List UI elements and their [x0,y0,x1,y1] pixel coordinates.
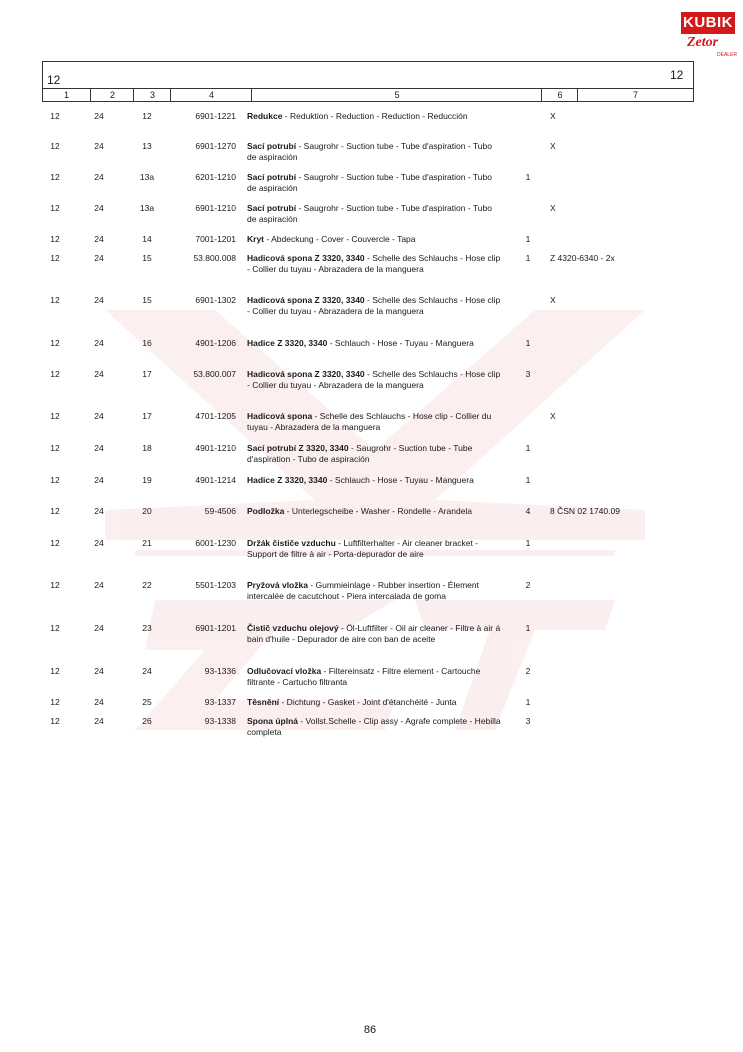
cell-note: X [550,203,556,213]
cell-col1: 12 [50,475,60,485]
cell-col3: 12 [142,111,152,121]
cell-name: Pryžová vložka [247,580,308,590]
cell-col1: 12 [50,253,60,263]
column-header-7: 7 [577,89,693,101]
cell-name: Odlučovací vložka [247,666,322,676]
cell-name: Sací potrubí Z 3320, 3340 [247,443,349,453]
cell-quantity: 1 [525,253,531,263]
cell-translations: - Luftfilterhalter - Air cleaner bracket - Support de filtre à air - Porta-depurador de aire [247,538,479,559]
section-number-left: 12 [47,73,61,87]
cell-part-number: 6901-1201 [195,623,236,633]
cell-quantity: 1 [525,538,531,548]
cell-col1: 12 [50,506,60,516]
cell-name: Sací potrubí [247,141,297,151]
column-header-2: 2 [90,89,134,101]
cell-col3: 13a [139,172,155,182]
cell-col2: 24 [94,697,104,707]
cell-description [247,443,502,465]
cell-col3: 18 [142,443,152,453]
cell-part-number: 4701-1205 [195,411,236,421]
cell-col3: 26 [142,716,152,726]
cell-quantity: 2 [525,580,531,590]
cell-translations: - Saugrohr - Suction tube - Tube d'aspiration - Tubo de aspiración [247,141,492,162]
cell-translations: - Saugrohr - Suction tube - Tube d'aspiration - Tubo de aspiración [247,443,473,464]
cell-translations: - Reduktion - Reduction - Reduction - Reducción [282,111,468,121]
column-header-4: 4 [170,89,252,101]
cell-col2: 24 [94,369,104,379]
cell-translations: - Öl-Luftfilter - Oil air cleaner - Filtre à air á bain d'huile - Depurador de aire con ban de aceite [247,623,501,644]
cell-translations: - Schlauch - Hose - Tuyau - Manguera [327,475,474,485]
cell-description [247,475,502,486]
column-header-5: 5 [251,89,542,101]
cell-description [247,253,502,275]
cell-part-number: 93-1336 [204,666,236,676]
cell-col2: 24 [94,623,104,633]
cell-col1: 12 [50,666,60,676]
cell-name: Spona úplná [247,716,298,726]
cell-description [247,172,502,194]
cell-translations: - Filtereinsatz - Filtre element - Cartouche filtrante - Cartucho filtranta [247,666,481,687]
cell-part-number: 93-1338 [204,716,236,726]
cell-col2: 24 [94,338,104,348]
cell-col2: 24 [94,506,104,516]
cell-col1: 12 [50,443,60,453]
cell-name: Hadice Z 3320, 3340 [247,338,328,348]
cell-quantity: 1 [525,443,531,453]
cell-translations: - Vollst.Schelle - Clip assy - Agrafe complete - Hebilla completa [247,716,501,737]
cell-translations: - Schlauch - Hose - Tuyau - Manguera [327,338,474,348]
cell-part-number: 6201-1210 [195,172,236,182]
cell-description [247,538,502,560]
kubik-zetor-logo [681,12,737,58]
cell-col2: 24 [94,111,104,121]
cell-col1: 12 [50,580,60,590]
cell-part-number: 4901-1210 [195,443,236,453]
cell-description [247,623,502,645]
cell-col2: 24 [94,443,104,453]
cell-description [247,666,502,688]
logo-dealer: DEALER [717,52,738,58]
cell-col2: 24 [94,253,104,263]
cell-quantity: 3 [525,716,531,726]
cell-col1: 12 [50,716,60,726]
cell-quantity: 1 [525,338,531,348]
cell-translations: - Schelle des Schlauchs - Hose clip - Collier du tuyau - Abrazadera de la manguera [247,295,501,316]
cell-col3: 13 [142,141,152,151]
cell-col1: 12 [50,338,60,348]
cell-description [247,697,502,708]
cell-col3: 24 [142,666,152,676]
cell-translations: - Unterlegscheibe - Washer - Rondelle - Arandela [284,506,473,516]
cell-description [247,111,502,122]
cell-description [247,411,502,433]
cell-part-number: 6901-1270 [195,141,236,151]
cell-col2: 24 [94,580,104,590]
cell-description [247,234,502,245]
cell-col3: 20 [142,506,152,516]
cell-name: Sací potrubí [247,172,297,182]
cell-part-number: 53.800.008 [193,253,236,263]
cell-name: Kryt [247,234,265,244]
cell-col3: 13a [139,203,155,213]
cell-col2: 24 [94,538,104,548]
cell-col3: 17 [142,369,152,379]
cell-translations: - Schelle des Schlauchs - Hose clip - Collier du tuyau - Abrazadera de la manguera [247,253,501,274]
cell-name: Hadicová spona Z 3320, 3340 [247,369,365,379]
cell-description [247,203,502,225]
cell-col1: 12 [50,203,60,213]
cell-col2: 24 [94,716,104,726]
section-frame [42,61,694,88]
cell-quantity: 1 [525,234,531,244]
logo-sub: Zetor [687,35,719,50]
cell-quantity: 1 [525,475,531,485]
section-number-right: 12 [670,68,684,82]
cell-description [247,506,502,517]
cell-translations: - Gummieinlage - Rubber insertion - Élement intercalée de cacutchout - Piera intercalada de goma [247,580,479,601]
cell-col2: 24 [94,666,104,676]
cell-description [247,369,502,391]
cell-note: X [550,111,556,121]
cell-description [247,338,502,349]
column-header-row [42,88,694,102]
cell-name: Hadicová spona Z 3320, 3340 [247,253,365,263]
cell-col2: 24 [94,234,104,244]
cell-part-number: 93-1337 [204,697,236,707]
cell-quantity: 1 [525,172,531,182]
cell-part-number: 7001-1201 [195,234,236,244]
cell-translations: - Abdeckung - Cover - Couvercle - Tapa [264,234,416,244]
cell-part-number: 59-4506 [204,506,236,516]
cell-quantity: 2 [525,666,531,676]
cell-note: X [550,411,556,421]
cell-translations: - Saugrohr - Suction tube - Tube d'aspiration - Tubo de aspiración [247,203,492,224]
cell-col3: 19 [142,475,152,485]
cell-col3: 15 [142,253,152,263]
cell-col2: 24 [94,172,104,182]
cell-part-number: 6901-1210 [195,203,236,213]
cell-part-number: 4901-1214 [195,475,236,485]
cell-col1: 12 [50,141,60,151]
cell-note: X [550,141,556,151]
cell-col1: 12 [50,623,60,633]
cell-name: Těsnění [247,697,280,707]
cell-col1: 12 [50,697,60,707]
cell-name: Hadicová spona Z 3320, 3340 [247,295,365,305]
cell-col1: 12 [50,369,60,379]
cell-col3: 25 [142,697,152,707]
cell-name: Hadice Z 3320, 3340 [247,475,328,485]
cell-col1: 12 [50,172,60,182]
column-header-3: 3 [133,89,171,101]
logo-brand: KUBIK [681,12,735,34]
cell-name: Čistič vzduchu olejový [247,623,339,633]
cell-col2: 24 [94,475,104,485]
cell-col3: 15 [142,295,152,305]
cell-part-number: 4901-1206 [195,338,236,348]
cell-col1: 12 [50,538,60,548]
cell-name: Sací potrubí [247,203,297,213]
cell-col1: 12 [50,111,60,121]
cell-note: 8 ČSN 02 1740.09 [550,506,620,516]
cell-col2: 24 [94,203,104,213]
cell-translations: - Schelle des Schlauchs - Hose clip - Collier du tuyau - Abrazadera de la manguera [247,369,501,390]
cell-col3: 17 [142,411,152,421]
cell-name: Podložka [247,506,285,516]
cell-name: Hadicová spona [247,411,313,421]
cell-part-number: 6901-1221 [195,111,236,121]
cell-translations: - Saugrohr - Suction tube - Tube d'aspiration - Tubo de aspiración [247,172,492,193]
cell-description [247,580,502,602]
cell-name: Redukce [247,111,283,121]
column-header-6: 6 [541,89,578,101]
cell-description [247,141,502,163]
page-number: 86 [363,1024,377,1036]
cell-col3: 16 [142,338,152,348]
cell-col3: 22 [142,580,152,590]
cell-col1: 12 [50,295,60,305]
cell-part-number: 6001-1230 [195,538,236,548]
cell-col2: 24 [94,295,104,305]
cell-description [247,716,502,738]
cell-note: Z 4320-6340 - 2x [550,253,615,263]
cell-quantity: 4 [525,506,531,516]
cell-quantity: 1 [525,697,531,707]
cell-part-number: 6901-1302 [195,295,236,305]
cell-col1: 12 [50,234,60,244]
cell-part-number: 5501-1203 [195,580,236,590]
cell-part-number: 53.800.007 [193,369,236,379]
cell-col3: 21 [142,538,152,548]
cell-translations: - Dichtung - Gasket - Joint d'étanchéité - Junta [279,697,457,707]
cell-col1: 12 [50,411,60,421]
cell-description [247,295,502,317]
cell-note: X [550,295,556,305]
column-header-1: 1 [63,90,69,100]
cell-col2: 24 [94,411,104,421]
cell-quantity: 1 [525,623,531,633]
cell-col3: 23 [142,623,152,633]
cell-quantity: 3 [525,369,531,379]
cell-col2: 24 [94,141,104,151]
cell-translations: - Schelle des Schlauchs - Hose clip - Collier du tuyau - Abrazadera de la manguera [247,411,492,432]
cell-name: Držák čističe vzduchu [247,538,336,548]
cell-col3: 14 [142,234,152,244]
